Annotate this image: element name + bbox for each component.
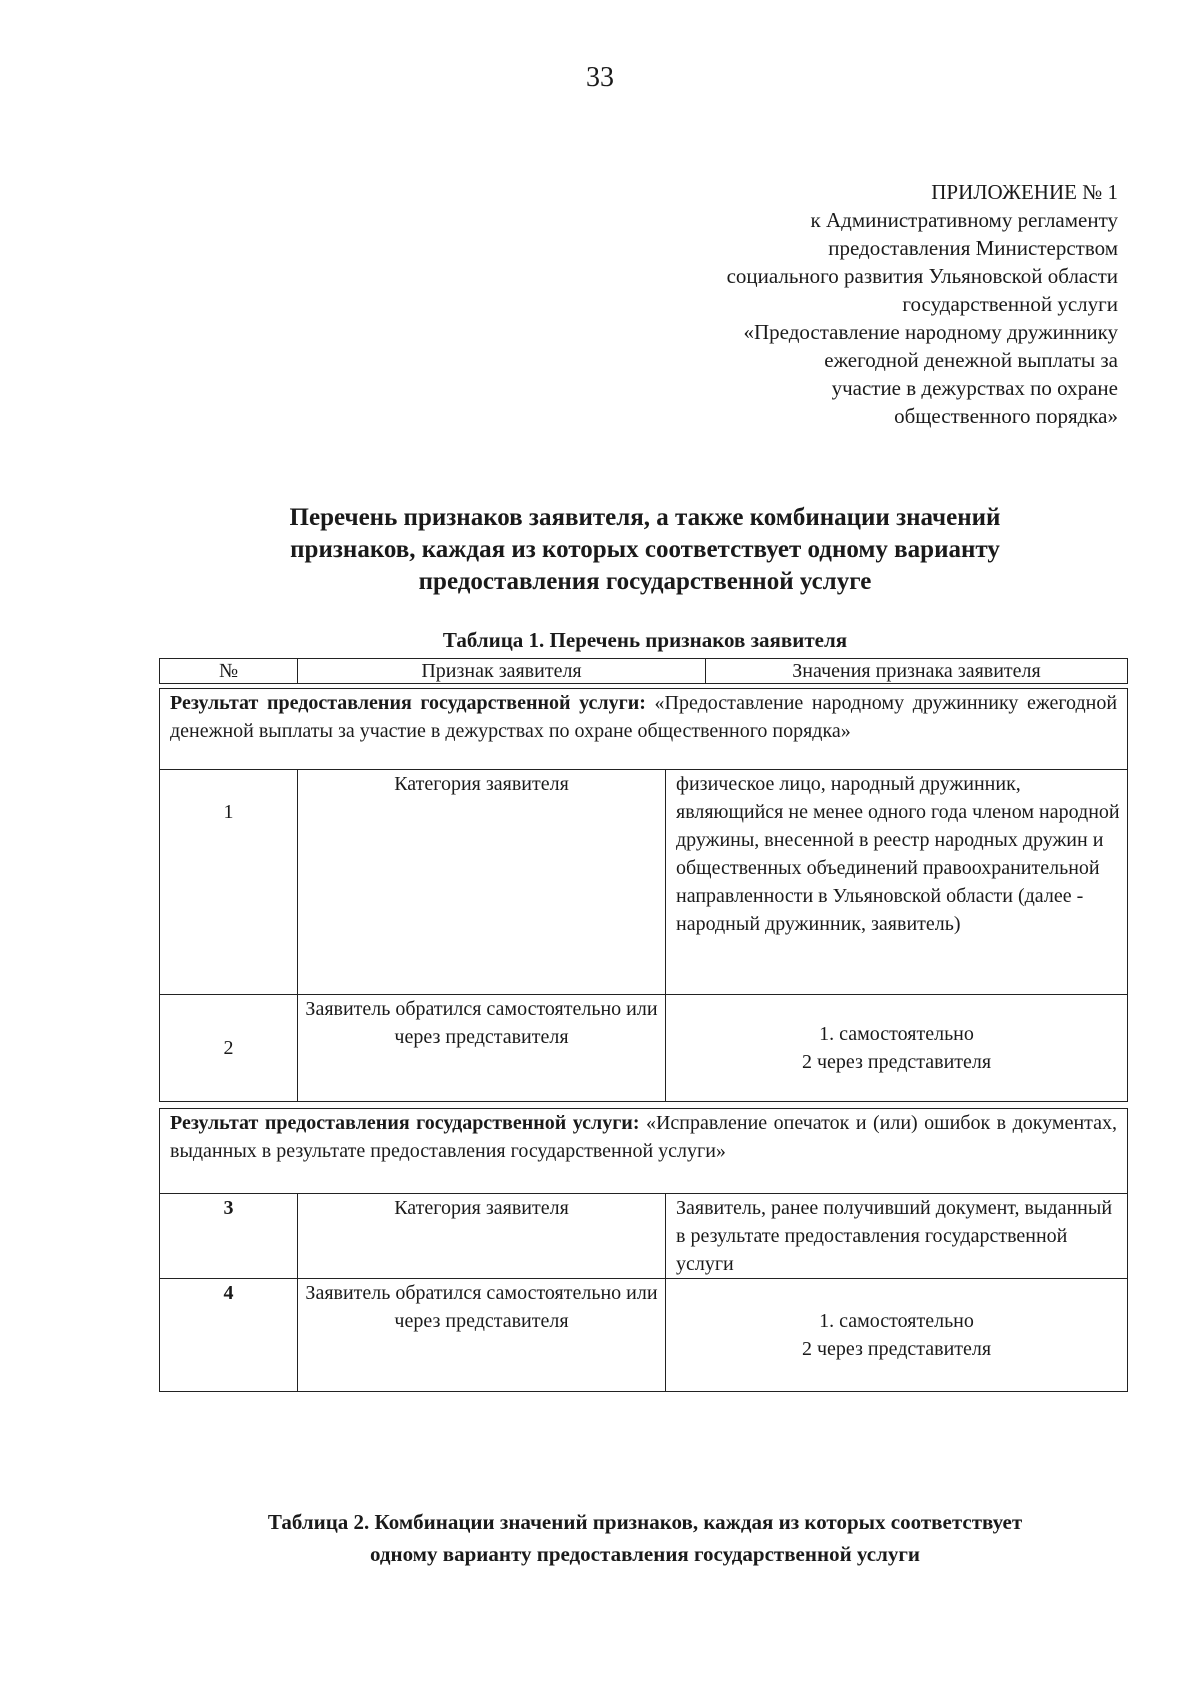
appendix-line: государственной услуги	[902, 292, 1118, 316]
row-attribute: Заявитель обратился самостоятельно или через представителя	[298, 1279, 666, 1392]
appendix-line: ежегодной денежной выплаты за	[824, 348, 1118, 372]
table2-caption	[150, 1506, 1140, 1570]
appendix-line: ПРИЛОЖЕНИЕ № 1	[931, 180, 1118, 204]
table1-section-1	[159, 688, 1128, 1102]
result-label: Результат предоставления государственной услуги:	[170, 692, 646, 714]
row-number: 4	[160, 1279, 298, 1392]
row-value: физическое лицо, народный дружинник, являющийся не менее одного года членом народной дружины, внесенной в реестр народных дружин и общественных объединений правоохранительной направленности в Ульяновской области (далее - народный дружинник, заявитель)	[666, 770, 1128, 995]
appendix-line: социального развития Ульяновской области	[726, 264, 1118, 288]
table-row	[160, 995, 1128, 1102]
header-cell-attribute: Признак заявителя	[298, 659, 706, 684]
value-option: 2 через представителя	[801, 1338, 992, 1360]
page-number: 33	[586, 62, 614, 93]
value-option: 2 через представителя	[801, 1051, 992, 1073]
caption-line: одному варианту предоставления государственной услуги	[369, 1542, 921, 1566]
appendix-line: «Предоставление народному дружиннику	[743, 320, 1118, 344]
appendix-header	[598, 178, 1118, 430]
row-attribute: Заявитель обратился самостоятельно или через представителя	[298, 995, 666, 1102]
value-option: 1. самостоятельно	[819, 1023, 974, 1045]
caption-line: Таблица 2. Комбинации значений признаков, каждая из которых соответствует	[267, 1510, 1023, 1534]
table-row	[160, 1194, 1128, 1279]
value-option: 1. самостоятельно	[819, 1310, 974, 1332]
appendix-line: к Административному регламенту	[810, 208, 1118, 232]
result-cell	[160, 1109, 1128, 1194]
row-number: 2	[160, 995, 298, 1102]
row-number-text: 1	[223, 801, 234, 823]
result-text: «Исправление опечаток и (или) ошибок в документах, выданных в результате предоставления государственной услуги»	[170, 1112, 1118, 1162]
appendix-line: общественного порядка»	[894, 404, 1118, 428]
result-row	[160, 1109, 1128, 1194]
row-attribute: Категория заявителя	[298, 1194, 666, 1279]
header-row	[160, 659, 1128, 684]
table-row	[160, 770, 1128, 995]
header-cell-number: №	[160, 659, 298, 684]
title-line: предоставления государственной услуге	[418, 568, 872, 595]
table1-section-2	[159, 1108, 1128, 1392]
row-value: Заявитель, ранее получивший документ, выданный в результате предоставления государственной услуги	[666, 1194, 1128, 1279]
table1-header	[159, 658, 1128, 684]
appendix-line: участие в дежурствах по охране	[831, 376, 1118, 400]
title-line: признаков, каждая из которых соответствует одному варианту	[290, 536, 1000, 563]
row-value-list	[666, 1279, 1128, 1392]
table1-caption: Таблица 1. Перечень признаков заявителя	[442, 628, 848, 652]
row-number	[160, 770, 298, 995]
header-cell-values: Значения признака заявителя	[706, 659, 1128, 684]
result-label: Результат предоставления государственной услуги:	[170, 1112, 640, 1134]
appendix-line: предоставления Министерством	[828, 236, 1118, 260]
row-attribute: Категория заявителя	[298, 770, 666, 995]
result-row	[160, 689, 1128, 770]
table-row	[160, 1279, 1128, 1392]
row-number: 3	[160, 1194, 298, 1279]
result-text: «Предоставление народному дружиннику ежегодной денежной выплаты за участие в дежурствах по охране общественного порядка»	[170, 692, 1118, 742]
document-title	[150, 502, 1140, 598]
result-cell	[160, 689, 1128, 770]
row-value-list	[666, 995, 1128, 1102]
title-line: Перечень признаков заявителя, а также комбинации значений	[289, 504, 1001, 531]
